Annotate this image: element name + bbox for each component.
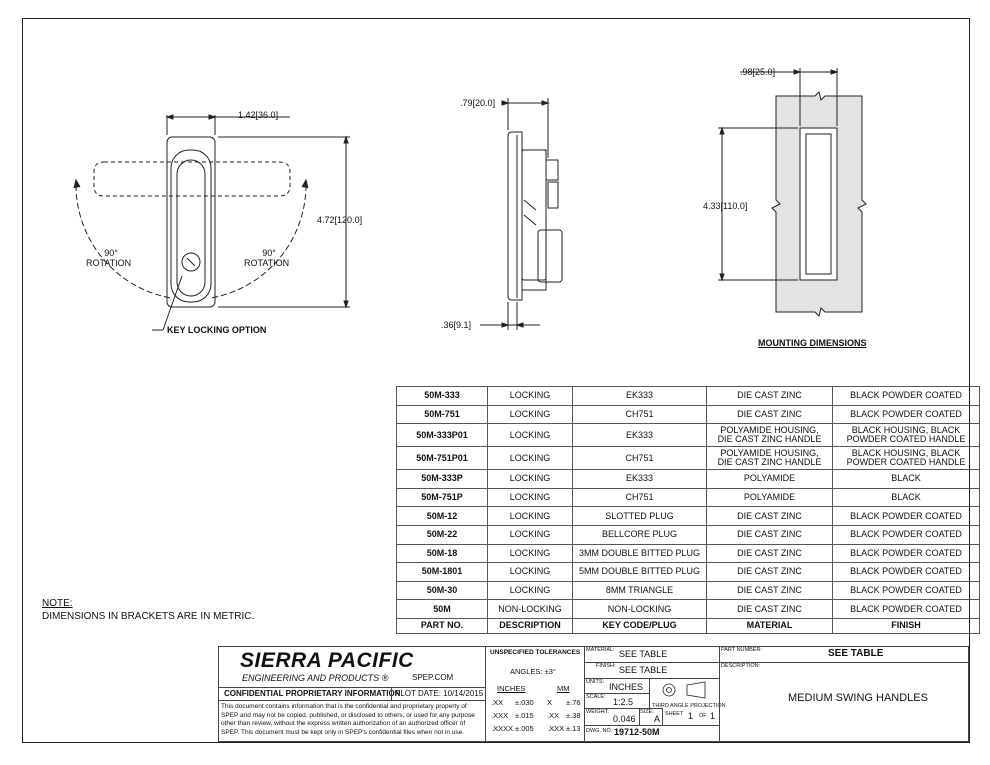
tolerance-value: .XX	[547, 711, 560, 720]
key-locking-label: KEY LOCKING OPTION	[167, 325, 267, 335]
material-cell	[707, 447, 833, 470]
inches-header: INCHES	[497, 684, 526, 693]
header-key-code: KEY CODE/PLUG	[573, 618, 707, 633]
finish-cell-line: BLACK POWDER COATED	[850, 547, 962, 558]
finish-cell	[833, 470, 980, 489]
description-cell: LOCKING	[488, 544, 573, 563]
key-code-cell: BELLCORE PLUG	[573, 525, 707, 544]
projection-label: THIRD ANGLE PROJECTION	[652, 703, 726, 709]
finish-cell	[833, 507, 980, 526]
material-cell-line: DIE CAST ZINC	[737, 510, 802, 521]
finish-cell	[833, 581, 980, 600]
finish-cell-line: POWDER COATED HANDLE	[846, 434, 966, 445]
material-cell-line: DIE CAST ZINC	[737, 390, 802, 401]
key-code-cell: EK333	[573, 470, 707, 489]
rotation-right-angle: 90°	[262, 248, 276, 258]
rotation-left-angle: 90°	[104, 248, 118, 258]
material-cell-line: POLYAMIDE	[743, 492, 796, 503]
units-label: UNITS:	[586, 679, 605, 685]
part-number-cell: 50M-30	[397, 581, 488, 600]
finish-cell-line: BLACK POWDER COATED	[850, 585, 962, 596]
header-finish: FINISH	[833, 618, 980, 633]
finish-cell	[833, 544, 980, 563]
key-code-cell: EK333	[573, 387, 707, 406]
part-number-cell: 50M-1801	[397, 563, 488, 582]
key-code-cell: CH751	[573, 488, 707, 507]
mount-height-dim: 4.33[110.0]	[703, 201, 748, 211]
key-code-cell: EK333	[573, 424, 707, 447]
parts-table-header	[397, 618, 980, 633]
material-cell-line: DIE CAST ZINC	[737, 566, 802, 577]
part-number-cell: 50M-751P01	[397, 447, 488, 470]
scale-label: SCALE:	[586, 694, 606, 700]
finish-cell	[833, 563, 980, 582]
table-row	[397, 563, 980, 582]
table-row	[397, 424, 980, 447]
material-cell	[707, 405, 833, 424]
plot-date: PLOT DATE: 10/14/2015	[395, 689, 484, 698]
material-cell	[707, 563, 833, 582]
scale-value: 1:2.5	[613, 697, 634, 707]
description-cell: LOCKING	[488, 387, 573, 406]
finish-cell	[833, 405, 980, 424]
note-title: NOTE:	[42, 598, 73, 609]
height-dim-label: 4.72[120.0]	[317, 215, 363, 225]
note-text: DIMENSIONS IN BRACKETS ARE IN METRIC.	[42, 611, 255, 622]
side-top-dim: .79[20.0]	[460, 98, 496, 108]
finish-cell-line: BLACK POWDER COATED	[850, 529, 962, 540]
table-row	[397, 507, 980, 526]
material-cell	[707, 525, 833, 544]
material-cell-line: POLYAMIDE HOUSING,	[720, 448, 819, 459]
weight-label: WEIGHT:	[586, 709, 609, 715]
material-cell	[707, 387, 833, 406]
sheet-of: OF	[699, 713, 707, 719]
weight-value: 0.046	[613, 714, 636, 724]
tolerance-value: .XXX	[491, 711, 509, 720]
third-angle-projection-icon	[655, 680, 715, 702]
rotation-left-label: ROTATION	[86, 258, 132, 268]
mm-header: MM	[557, 684, 570, 693]
mounting-dimensions-title: MOUNTING DIMENSIONS	[758, 338, 867, 348]
part-number-cell: 50M-18	[397, 544, 488, 563]
description-cell: LOCKING	[488, 563, 573, 582]
material-cell	[707, 544, 833, 563]
header-description: DESCRIPTION	[488, 618, 573, 633]
rotation-right-label: ROTATION	[244, 258, 290, 268]
finish-label: FINISH:	[596, 663, 616, 669]
material-cell-line: DIE CAST ZINC	[737, 585, 802, 596]
table-row	[397, 581, 980, 600]
material-cell	[707, 488, 833, 507]
table-row	[397, 405, 980, 424]
finish-value: SEE TABLE	[619, 665, 668, 675]
material-cell	[707, 507, 833, 526]
material-cell	[707, 424, 833, 447]
confidential-line: other than review, without the express written authorization of an authorized officer of	[221, 720, 466, 727]
part-number-cell: 50M	[397, 600, 488, 619]
rotation-arc-right	[211, 185, 306, 298]
description-cell: LOCKING	[488, 424, 573, 447]
description-cell: LOCKING	[488, 581, 573, 600]
finish-cell-line: BLACK	[891, 492, 921, 503]
finish-cell	[833, 447, 980, 470]
description-cell: LOCKING	[488, 488, 573, 507]
tolerance-value: ±.76	[566, 698, 581, 707]
description-cell: LOCKING	[488, 470, 573, 489]
key-code-cell: NON-LOCKING	[573, 600, 707, 619]
description-cell: LOCKING	[488, 405, 573, 424]
table-row	[397, 447, 980, 470]
dwg-value: 19712-50M	[614, 727, 660, 737]
description-label: DESCRIPTION:	[721, 663, 761, 669]
confidential-title: CONFIDENTIAL PROPRIETARY INFORMATION	[224, 689, 401, 698]
part-number-cell: 50M-22	[397, 525, 488, 544]
sheet-group: SHEET	[665, 711, 684, 717]
company-name: SIERRA PACIFIC	[240, 649, 414, 672]
rotation-arc-left	[76, 185, 171, 298]
header-part-no: PART NO.	[397, 618, 488, 633]
finish-cell-line: BLACK POWDER COATED	[850, 390, 962, 401]
finish-cell-line: BLACK POWDER COATED	[850, 566, 962, 577]
width-dim-label: 1.42[36.0]	[238, 110, 279, 120]
tolerance-value: ±.015	[515, 711, 534, 720]
finish-cell	[833, 525, 980, 544]
tolerance-value: .XX	[491, 698, 504, 707]
angles: ANGLES: ±3°	[510, 667, 556, 676]
confidential-line: SPEP. This document must be kept only in SPEP's confidential files when not in use.	[221, 728, 465, 736]
tolerance-value: .XXX	[547, 724, 565, 733]
part-number-cell: 50M-751	[397, 405, 488, 424]
parts-table	[396, 386, 980, 634]
finish-cell-line: BLACK POWDER COATED	[850, 510, 962, 521]
size-label: SIZE:	[640, 709, 654, 715]
table-row	[397, 600, 980, 619]
tolerance-value: ±.030	[515, 698, 534, 707]
description-cell: LOCKING	[488, 447, 573, 470]
material-cell-line: POLYAMIDE HOUSING,	[720, 425, 819, 436]
finish-cell-line: BLACK POWDER COATED	[850, 603, 962, 614]
tolerance-value: ±.005	[515, 724, 534, 733]
description-cell: LOCKING	[488, 507, 573, 526]
confidential-line: This document contains information that is the confidential and proprietary property of	[221, 703, 467, 710]
finish-cell	[833, 424, 980, 447]
material-cell-line: DIE CAST ZINC	[737, 547, 802, 558]
table-row	[397, 470, 980, 489]
sheet-value: 1	[688, 711, 694, 721]
material-cell-line: DIE CAST ZINC	[737, 529, 802, 540]
part-number-cell: 50M-333P01	[397, 424, 488, 447]
header-material: MATERIAL	[707, 618, 833, 633]
sheet-total: 1	[710, 711, 716, 721]
confidential-text	[221, 703, 475, 737]
company-sub: ENGINEERING AND PRODUCTS ®	[242, 673, 389, 683]
material-cell	[707, 470, 833, 489]
part-number-value: SEE TABLE	[828, 648, 884, 659]
dwg-label: DWG. NO.:	[586, 728, 614, 734]
description-value: MEDIUM SWING HANDLES	[788, 692, 928, 704]
tolerances-title: UNSPECIFIED TOLERANCES	[490, 649, 581, 656]
material-cell-line: DIE CAST ZINC	[737, 603, 802, 614]
finish-cell-line: POWDER COATED HANDLE	[846, 457, 966, 468]
side-body	[522, 150, 546, 290]
finish-cell-line: BLACK POWDER COATED	[850, 408, 962, 419]
side-bottom-dim: .36[9.1]	[441, 320, 472, 330]
table-row	[397, 387, 980, 406]
material-cell-line: DIE CAST ZINC HANDLE	[717, 434, 822, 445]
description-cell: LOCKING	[488, 525, 573, 544]
finish-cell-line: BLACK HOUSING, BLACK	[851, 448, 961, 459]
side-lock-body	[538, 230, 562, 282]
finish-cell	[833, 488, 980, 507]
part-number-cell: 50M-751P	[397, 488, 488, 507]
tolerance-value: X	[547, 698, 553, 707]
mount-width-dim: .98[25.0]	[740, 67, 776, 77]
tolerance-value: .XXXX	[491, 724, 514, 733]
side-flange	[508, 132, 522, 300]
part-number-cell: 50M-333	[397, 387, 488, 406]
confidential-line: SPEP and may not be copied, published, or disclosed to others, or used for any purpose	[221, 711, 475, 719]
part-number-label: PART NUMBER:	[721, 647, 762, 653]
size-value: A	[654, 714, 661, 724]
tolerance-value: ±.13	[566, 724, 581, 733]
key-code-cell: CH751	[573, 405, 707, 424]
material-cell-line: DIE CAST ZINC	[737, 408, 802, 419]
key-code-cell: CH751	[573, 447, 707, 470]
material-label: MATERIAL:	[586, 647, 615, 653]
material-cell	[707, 600, 833, 619]
material-cell	[707, 581, 833, 600]
description-cell: NON-LOCKING	[488, 600, 573, 619]
part-number-cell: 50M-12	[397, 507, 488, 526]
material-cell-line: DIE CAST ZINC HANDLE	[717, 457, 822, 468]
website: SPEP.COM	[412, 673, 454, 682]
key-code-cell: 3MM DOUBLE BITTED PLUG	[573, 544, 707, 563]
finish-cell-line: BLACK HOUSING, BLACK	[851, 425, 961, 436]
part-number-cell: 50M-333P	[397, 470, 488, 489]
units-value: INCHES	[609, 682, 644, 692]
key-code-cell: 8MM TRIANGLE	[573, 581, 707, 600]
table-row	[397, 488, 980, 507]
table-row	[397, 525, 980, 544]
finish-cell	[833, 387, 980, 406]
material-cell-line: POLYAMIDE	[743, 473, 796, 484]
tolerance-value: ±.38	[566, 711, 581, 720]
material-value: SEE TABLE	[619, 649, 668, 659]
finish-cell-line: BLACK	[891, 473, 921, 484]
finish-cell	[833, 600, 980, 619]
handle-rotated-phantom	[94, 162, 290, 196]
key-code-cell: 5MM DOUBLE BITTED PLUG	[573, 563, 707, 582]
table-row	[397, 544, 980, 563]
key-code-cell: SLOTTED PLUG	[573, 507, 707, 526]
